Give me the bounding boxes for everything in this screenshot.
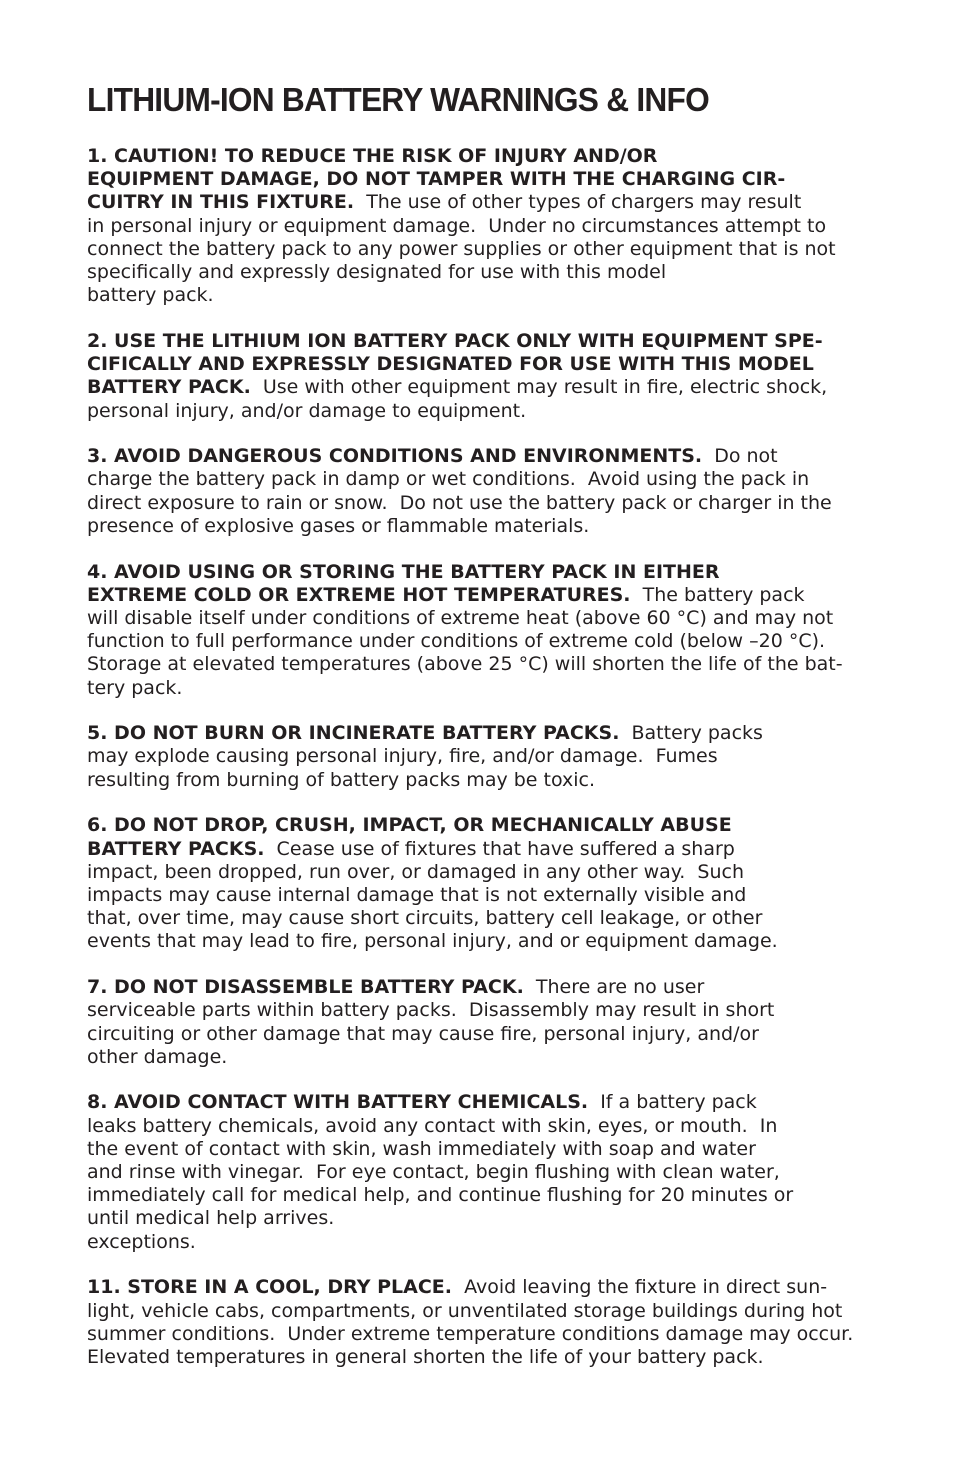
warning-line — [87, 930, 877, 953]
warning-body-text: events that may lead to fire, personal injury, and or equipment damage. — [87, 930, 778, 953]
warning-body-text: presence of explosive gases or flammable materials. — [87, 514, 590, 537]
warning-body-text: tery pack. — [87, 676, 183, 699]
warning-body-text: There are no user — [523, 976, 705, 999]
warning-body-text: If a battery pack — [588, 1091, 757, 1114]
warning-body-text: Storage at elevated temperatures (above 25 °C) will shorten the life of the bat- — [87, 653, 843, 676]
warning-body-text: summer conditions. Under extreme temperature conditions damage may occur. — [87, 1322, 854, 1345]
warning-body-text: Battery packs — [619, 722, 763, 745]
warning-heading-text: 2. USE THE LITHIUM ION BATTERY PACK ONLY WITH EQUIPMENT SPE- — [87, 329, 823, 352]
warning-line — [87, 1346, 877, 1369]
warning-body-text: specifically and expressly designated for use with this model — [87, 261, 667, 284]
warning-heading-text: 1. CAUTION! TO REDUCE THE RISK OF INJURY AND/OR — [87, 145, 658, 167]
warning-line — [87, 838, 877, 861]
warning-body-text: connect the battery pack to any power supplies or other equipment that is not — [87, 237, 836, 260]
warning-line — [87, 861, 877, 884]
warning-line — [87, 769, 877, 792]
warning-list — [87, 145, 877, 1369]
warning-heading-text: CUITRY IN THIS FIXTURE. — [87, 191, 355, 214]
warning-body-text: the event of contact with skin, wash immediately with soap and water — [87, 1137, 756, 1160]
warning-line — [87, 284, 877, 307]
warning-line — [87, 1207, 877, 1230]
warning-body-text: Do not — [702, 445, 778, 468]
warning-item — [87, 722, 877, 792]
warning-line — [87, 238, 877, 261]
warning-body-text: charge the battery pack in damp or wet conditions. Avoid using the pack in — [87, 468, 810, 491]
warning-body-text: Cease use of fixtures that have suffered a sharp — [264, 837, 735, 860]
warning-item — [87, 330, 877, 423]
warning-line — [87, 1276, 877, 1299]
warning-line — [87, 1231, 877, 1254]
warning-heading-text: 4. AVOID USING OR STORING THE BATTERY PACK IN EITHER — [87, 560, 720, 583]
warning-line — [87, 1161, 877, 1184]
warning-line — [87, 907, 877, 930]
warning-line — [87, 1138, 877, 1161]
warning-line — [87, 468, 877, 491]
warning-body-text: Avoid leaving the fixture in direct sun- — [452, 1276, 828, 1299]
warning-line — [87, 1023, 877, 1046]
warning-line — [87, 745, 877, 768]
warning-heading-text: 8. AVOID CONTACT WITH BATTERY CHEMICALS. — [87, 1091, 589, 1114]
warning-body-text: exceptions. — [87, 1230, 196, 1253]
warning-item — [87, 1276, 877, 1369]
warning-line — [87, 353, 877, 376]
warning-body-text: may explode causing personal injury, fire, and/or damage. Fumes — [87, 745, 718, 768]
warning-body-text: serviceable parts within battery packs. Disassembly may result in short — [87, 999, 775, 1022]
warning-body-text: Elevated temperatures in general shorten the life of your battery pack. — [87, 1345, 764, 1368]
warning-body-text: immediately call for medical help, and continue flushing for 20 minutes or — [87, 1184, 794, 1207]
warning-line — [87, 145, 877, 168]
warning-line — [87, 677, 877, 700]
warning-body-text: and rinse with vinegar. For eye contact, begin flushing with clean water, — [87, 1161, 780, 1184]
warning-body-text: that, over time, may cause short circuits, battery cell leakage, or other — [87, 907, 763, 930]
warning-body-text: impact, been dropped, run over, or damaged in any other way. Such — [87, 860, 744, 883]
warning-body-text: personal injury, and/or damage to equipment. — [87, 399, 527, 422]
warning-item — [87, 445, 877, 538]
warning-line — [87, 584, 877, 607]
warning-line — [87, 630, 877, 653]
warning-line — [87, 653, 877, 676]
warning-body-text: The battery pack — [630, 583, 805, 606]
warning-line — [87, 1323, 877, 1346]
warning-heading-text: 7. DO NOT DISASSEMBLE BATTERY PACK. — [87, 976, 524, 999]
warning-body-text: Use with other equipment may result in fire, electric shock, — [250, 376, 828, 399]
warning-line — [87, 261, 877, 284]
document-page — [87, 80, 877, 1392]
warning-line — [87, 445, 877, 468]
warning-line — [87, 376, 877, 399]
warning-body-text: function to full performance under conditions of extreme cold (below –20 °C). — [87, 630, 826, 653]
warning-body-text: in personal injury or equipment damage. Under no circumstances attempt to — [87, 214, 827, 237]
warning-line — [87, 191, 877, 214]
warning-line — [87, 168, 877, 191]
warning-body-text: will disable itself under conditions of extreme heat (above 60 °C) and may not — [87, 606, 834, 629]
warning-body-text: circuiting or other damage that may cause fire, personal injury, and/or — [87, 1022, 759, 1045]
page-title: LITHIUM-ION BATTERY WARNINGS & INFO — [87, 81, 709, 118]
warning-line — [87, 561, 877, 584]
warning-line — [87, 515, 877, 538]
warning-line — [87, 1091, 877, 1114]
warning-line — [87, 607, 877, 630]
warning-line — [87, 976, 877, 999]
warning-item — [87, 561, 877, 700]
warning-item — [87, 976, 877, 1069]
warning-line — [87, 1184, 877, 1207]
warning-line — [87, 1046, 877, 1069]
warning-body-text: resulting from burning of battery packs may be toxic. — [87, 768, 596, 791]
warning-line — [87, 884, 877, 907]
warning-item — [87, 814, 877, 953]
warning-line — [87, 722, 877, 745]
warning-heading-text: 3. AVOID DANGEROUS CONDITIONS AND ENVIRONMENTS. — [87, 445, 703, 468]
warning-line — [87, 400, 877, 423]
warning-heading-text: BATTERY PACK. — [87, 376, 251, 399]
warning-body-text: The use of other types of chargers may result — [354, 191, 802, 214]
warning-heading-text: EQUIPMENT DAMAGE, DO NOT TAMPER WITH THE CHARGING CIR- — [87, 168, 786, 191]
warning-body-text: leaks battery chemicals, avoid any contact with skin, eyes, or mouth. In — [87, 1114, 778, 1137]
warning-body-text: other damage. — [87, 1045, 228, 1068]
warning-heading-text: 11. STORE IN A COOL, DRY PLACE. — [87, 1276, 452, 1299]
warning-body-text: direct exposure to rain or snow. Do not use the battery pack or charger in the — [87, 491, 832, 514]
warning-heading-text: CIFICALLY AND EXPRESSLY DESIGNATED FOR USE WITH THIS MODEL — [87, 353, 814, 376]
warning-line — [87, 999, 877, 1022]
warning-line — [87, 330, 877, 353]
warning-line — [87, 814, 877, 837]
warning-body-text: light, vehicle cabs, compartments, or unventilated storage buildings during hot — [87, 1299, 843, 1322]
warning-item — [87, 1091, 877, 1253]
warning-heading-text: EXTREME COLD OR EXTREME HOT TEMPERATURES. — [87, 583, 631, 606]
warning-body-text: battery pack. — [87, 284, 214, 307]
warning-item — [87, 145, 877, 307]
warning-heading-text: 5. DO NOT BURN OR INCINERATE BATTERY PACKS. — [87, 722, 620, 745]
warning-body-text: until medical help arrives. — [87, 1207, 335, 1230]
warning-body-text: impacts may cause internal damage that is not externally visible and — [87, 883, 747, 906]
warning-line — [87, 1115, 877, 1138]
warning-line — [87, 492, 877, 515]
warning-line — [87, 1300, 877, 1323]
warning-heading-text: BATTERY PACKS. — [87, 837, 265, 860]
warning-line — [87, 215, 877, 238]
warning-heading-text: 6. DO NOT DROP, CRUSH, IMPACT, OR MECHANICALLY ABUSE — [87, 814, 732, 837]
